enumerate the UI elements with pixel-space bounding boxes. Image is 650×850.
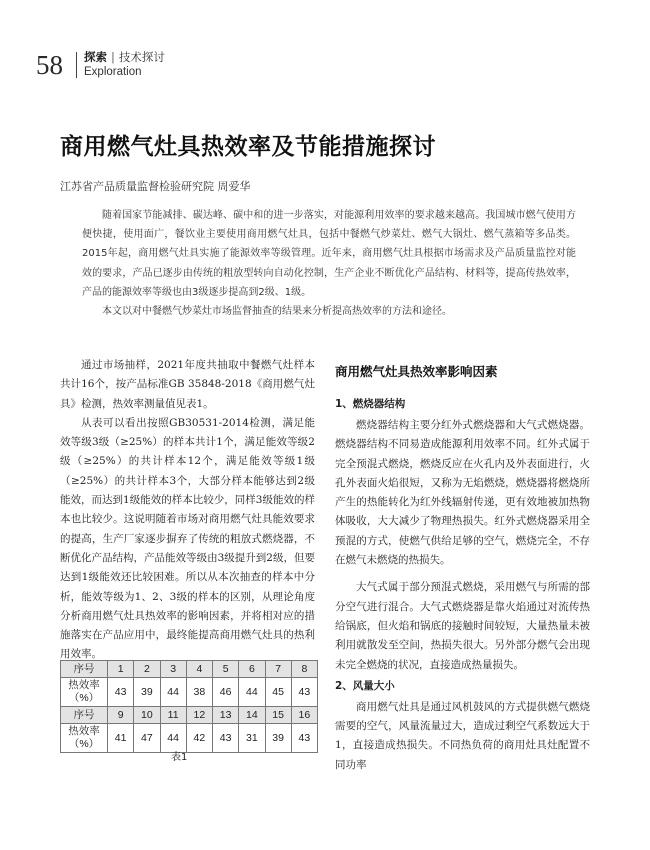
page-number: 58 [36,50,63,80]
table-cell: 42 [186,724,212,753]
article-title: 商用燃气灶具热效率及节能措施探讨 [60,134,436,160]
table-cell: 44 [160,678,186,707]
abstract-paragraph: 本文以对中餐燃气炒菜灶市场监督抽查的结果来分析提高热效率的方法和途径。 [102,306,452,318]
table-cell: 45 [265,678,291,707]
table-cell: 47 [134,724,160,753]
table-cell: 39 [265,724,291,753]
table-cell: 10 [134,707,160,724]
table-header-cell: 热效率（%） [61,678,108,707]
table-cell: 1 [108,661,134,678]
header-divider [76,52,77,78]
section-label [84,49,165,65]
table-cell: 46 [213,678,239,707]
table-header-cell: 热效率（%） [61,724,108,753]
subsection-name: 技术探讨 [118,50,165,64]
table-cell: 12 [186,707,212,724]
efficiency-table [60,660,318,753]
table-cell: 41 [108,724,134,753]
body-paragraph: 大气式属于部分预混式燃烧，采用燃气与所需的部分空气进行混合。大气式燃烧器是靠火焰通过对流传热给锅底，但火焰和锅底的接触时间较短，大量热量未被利用就散发至空间，热损失很大。另外部分燃气会出现未完全燃烧的状况，直接造成热量损失。 [335,581,590,671]
table-cell: 13 [213,707,239,724]
table-cell: 15 [265,707,291,724]
body-paragraph: 从表可以看出按照GB30531-2014检测，满足能效等级3级（≥25%）的样本共计1个，满足能效等级2级（≥25%）的共计样本12个，满足能效等级1级（≥25%）的共计样本3个，大部分样本能够达到2级能效，而达到1级能效的样本比较少，同样3级能效的样本也比较少。这说明随着市场对商用燃气灶具能效要求的提高，生产厂家逐步摒弃了传统的粗放式燃烧器，不断优化产品结构，产品能效等级由3级提升到2级，但要达到1级能效还比较困难。所以从本次抽查的样本中分析，能效等级为1、2、3级的样本的区别，从理论角度分析商用燃气灶具热效率的影响因素，并将相对应的措施落实在产品应用中，最终能提高商用燃气灶具的热利用效率。 [60,416,315,661]
table-cell: 3 [160,661,186,678]
article-abstract [82,206,576,321]
paragraph-gap [335,570,590,578]
table-row [61,724,318,753]
table-row [61,661,318,678]
right-column [335,356,590,775]
table-header-cell: 序号 [61,661,108,678]
table-cell: 39 [134,678,160,707]
table-cell: 5 [213,661,239,678]
body-paragraph: 通过市场抽样，2021年度共抽取中餐燃气灶样本共计16个，按产品标准GB 35848-2018《商用燃气灶具》检测，热效率测量值见表1。 [60,359,315,410]
table-cell: 4 [186,661,212,678]
table-cell: 11 [160,707,186,724]
table-cell: 43 [291,678,317,707]
section-name: 探索 [84,50,107,64]
subsection-heading: 1、燃烧器结构 [335,398,406,410]
left-column [60,356,315,665]
table-cell: 31 [239,724,265,753]
table-cell: 44 [160,724,186,753]
table-cell: 2 [134,661,160,678]
table-cell: 43 [108,678,134,707]
abstract-paragraph: 随着国家节能减排、碳达峰、碳中和的进一步落实，对能源利用效率的要求越来越高。我国城市燃气使用方便快捷，使用面广，餐饮业主要使用商用燃气灶具，包括中餐燃气炒菜灶、燃气大锅灶、燃气蒸箱等多品类。2015年起，商用燃气灶具实施了能源效率等级管理。近年来，商用燃气灶具根据市场需求及产品质量监控对能效的要求，产品已逐步由传统的粗放型转向自动化控制，生产企业不断优化产品结构、材料等，提高传热效率，产品的能源效率等级也由3级逐步提高到2级、1级。 [82,210,576,298]
table-cell: 43 [291,724,317,753]
table-header-cell: 序号 [61,707,108,724]
table-caption: 表1 [171,752,188,763]
section-name-en: Exploration [84,66,142,78]
article-author: 江苏省产品质量监督检验研究院 周爱华 [60,180,251,193]
table-cell: 44 [239,678,265,707]
table-cell: 9 [108,707,134,724]
subsection-heading: 2、风量大小 [335,679,395,692]
table-cell: 6 [239,661,265,678]
table-cell: 14 [239,707,265,724]
table-cell: 8 [291,661,317,678]
table-cell: 38 [186,678,212,707]
table-row [61,678,318,707]
body-paragraph: 燃烧器结构主要分红外式燃烧器和大气式燃烧器。燃烧器结构不同易造成能源利用效率不同。红外式属于完全预混式燃烧，燃烧反应在火孔内及外表面进行，火孔外表面火焰很短，又称为无焰燃烧，燃烧器将燃烧所产生的热能转化为红外线辐射传递，更有效地被加热物体吸收，大大减少了物理热损失。红外式燃烧器采用全预混的方式，使燃气供给足够的空气，燃烧完全，不存在燃气未燃烧的热损失。 [335,419,590,567]
table-cell: 43 [213,724,239,753]
table-cell: 7 [265,661,291,678]
table-row [61,707,318,724]
section-heading: 商用燃气灶具热效率影响因素 [335,364,498,379]
table-cell: 16 [291,707,317,724]
body-paragraph: 商用燃气灶具是通过风机鼓风的方式提供燃气燃烧需要的空气，风量流量过大，造成过剩空气系数远大于1，直接造成热损失。不同热负荷的商用灶具灶配置不同功率 [335,700,590,771]
section-separator: | [111,50,115,64]
